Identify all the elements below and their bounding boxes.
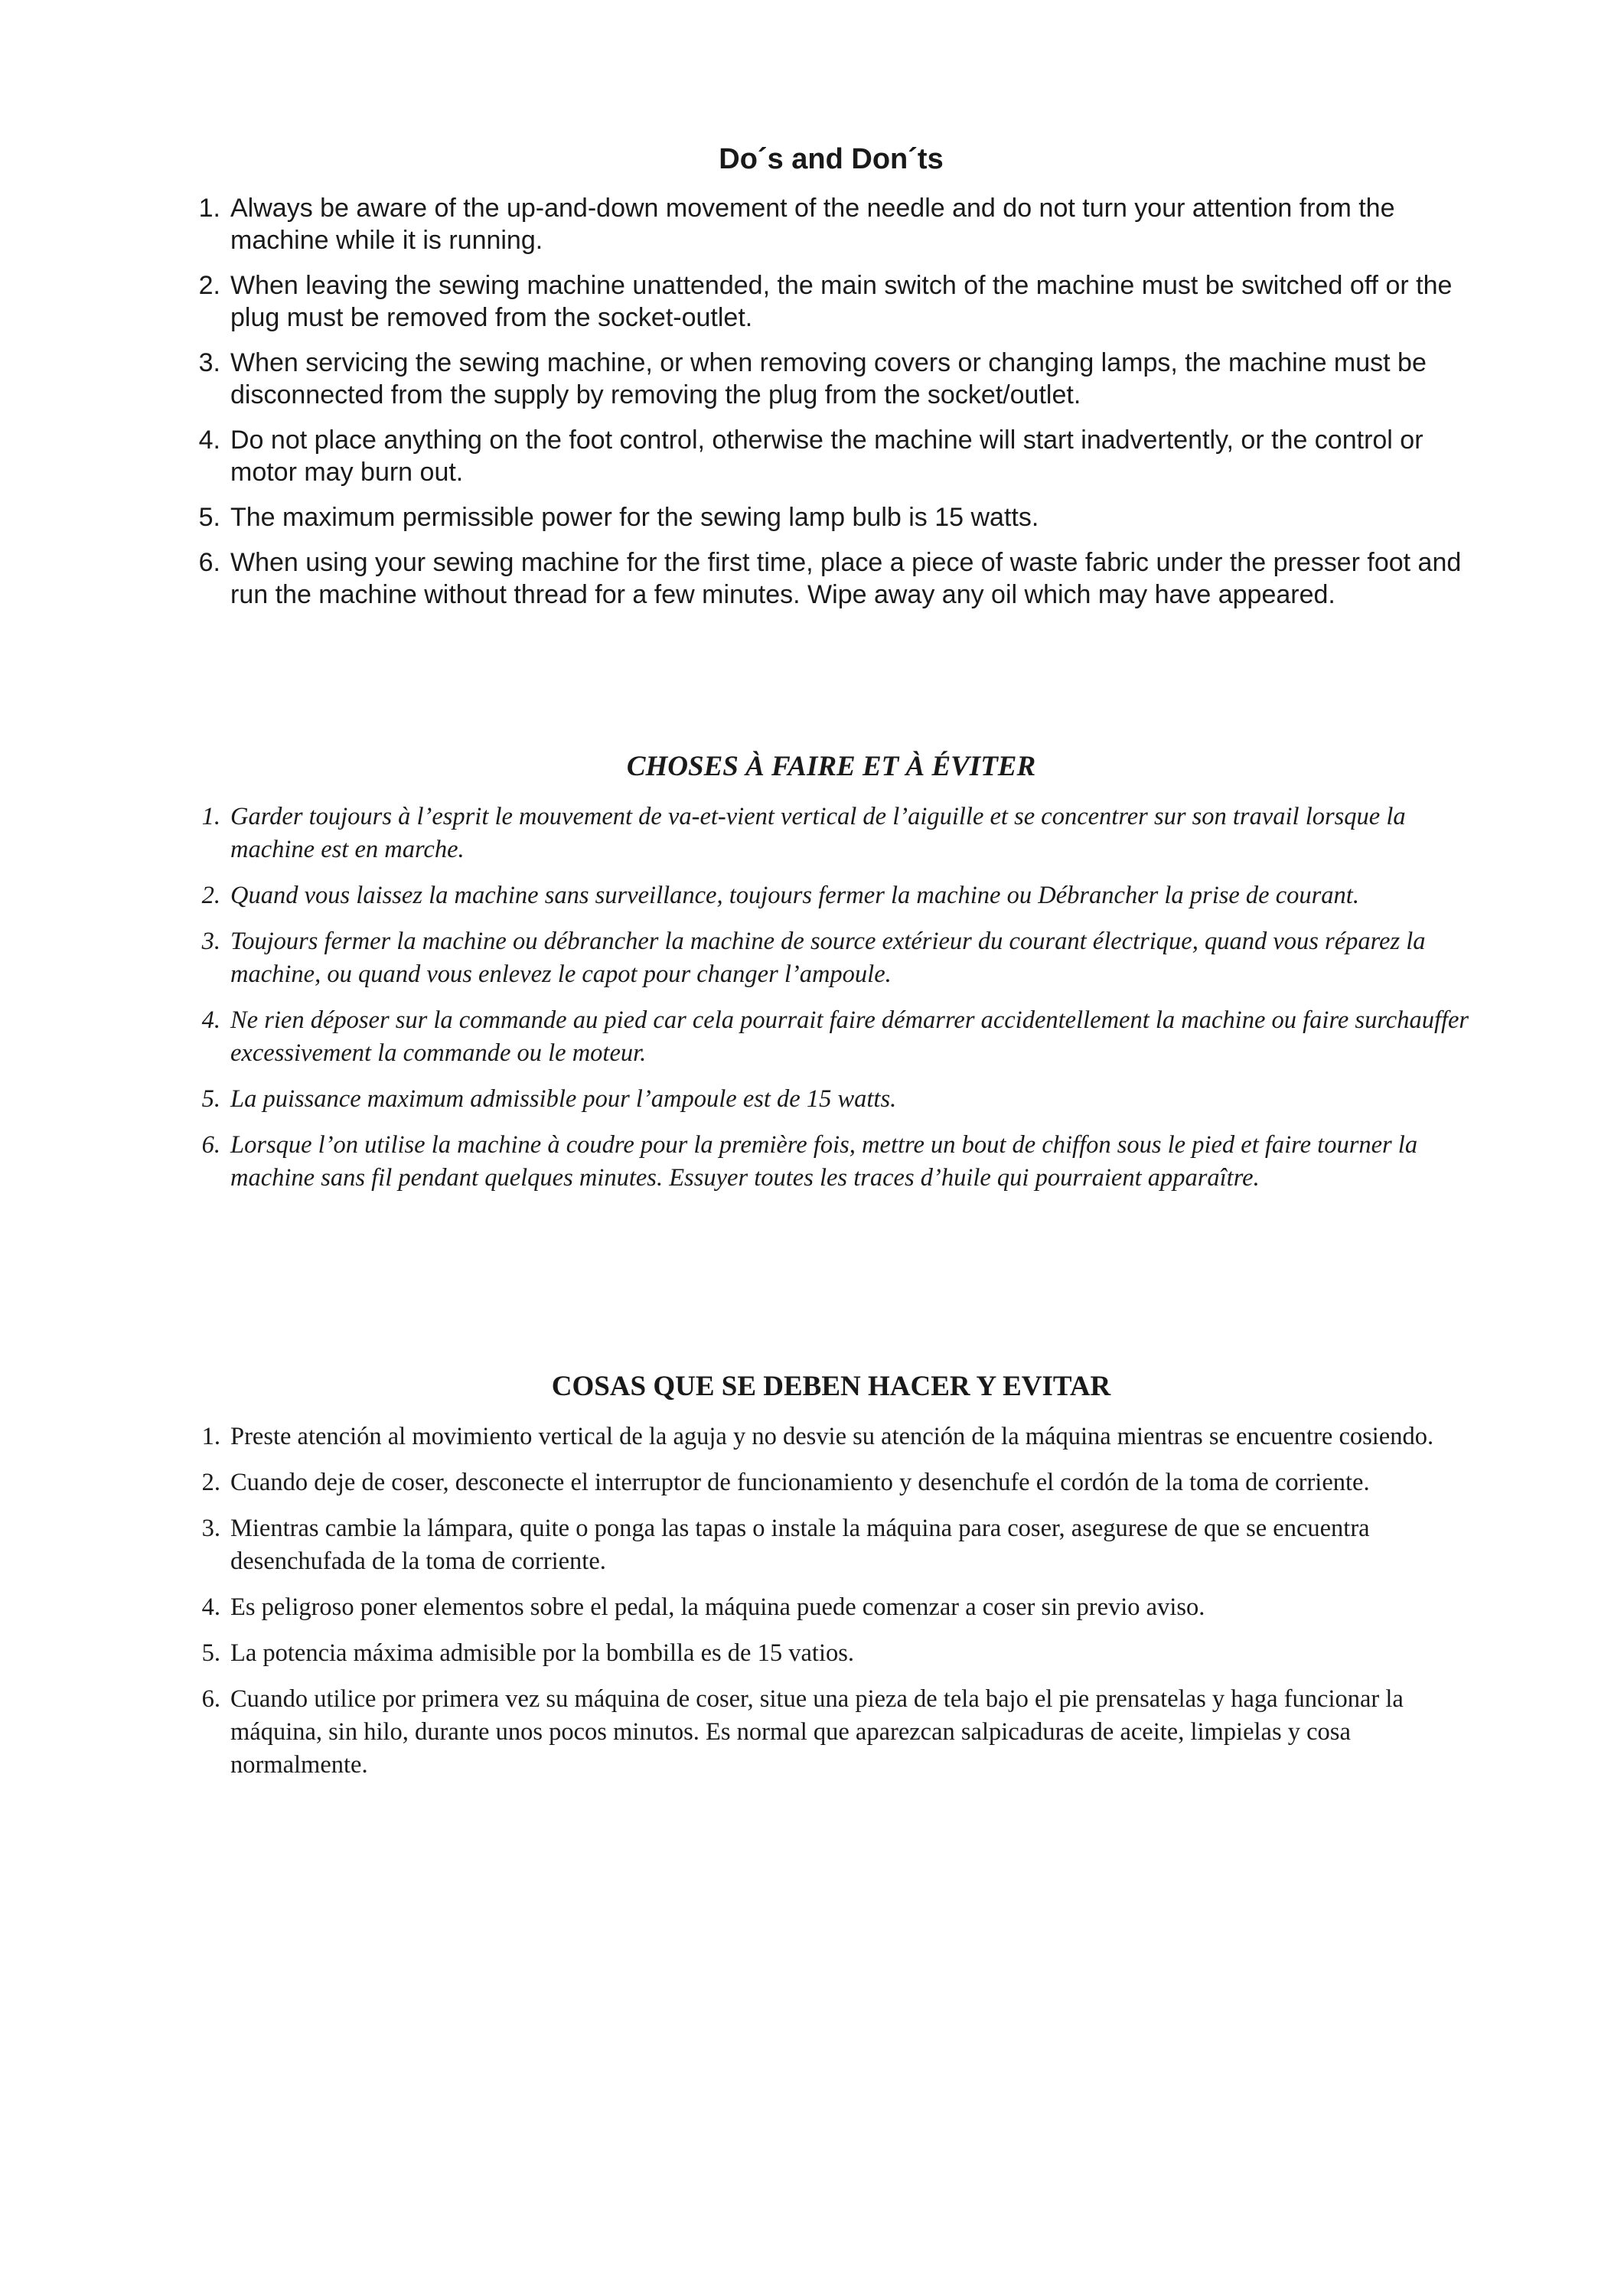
item-number: 5. bbox=[201, 1085, 220, 1113]
list-item bbox=[188, 1420, 1474, 1453]
list-item bbox=[188, 269, 1474, 334]
list-item bbox=[188, 1512, 1474, 1578]
french-list bbox=[188, 801, 1474, 1195]
item-text: La potencia máxima admisible por la bombilla es de 15 vatios. bbox=[230, 1639, 854, 1667]
list-item bbox=[188, 801, 1474, 866]
item-number: 1. bbox=[198, 194, 220, 223]
item-number: 4. bbox=[198, 426, 220, 455]
item-text: Do not place anything on the foot control, otherwise the machine will start inadvertently, or the control or motor may burn out. bbox=[230, 426, 1423, 487]
list-item bbox=[188, 347, 1474, 411]
item-number: 4. bbox=[201, 1593, 220, 1621]
item-text: When using your sewing machine for the first time, place a piece of waste fabric under the presser foot and run the machine without thread for a few minutes. Wipe away any oil which may have appeared. bbox=[230, 548, 1462, 609]
english-title: Do´s and Don´ts bbox=[719, 143, 944, 175]
item-number: 2. bbox=[198, 271, 220, 300]
list-item bbox=[188, 1591, 1474, 1624]
english-list bbox=[188, 192, 1474, 611]
list-item bbox=[188, 1004, 1474, 1070]
item-text: Mientras cambie la lámpara, quite o ponga las tapas o instale la máquina para coser, asegurese de que se encuentra desenchufada de la toma de corriente. bbox=[230, 1515, 1370, 1575]
list-item bbox=[188, 925, 1474, 991]
list-item bbox=[188, 1637, 1474, 1670]
item-number: 6. bbox=[201, 1131, 220, 1159]
spanish-section bbox=[188, 1370, 1474, 1795]
item-number: 1. bbox=[201, 1423, 220, 1450]
item-text: Ne rien déposer sur la commande au pied car cela pourrait faire démarrer accidentellement la machine ou faire surchauffer excessivement la commande ou le moteur. bbox=[230, 1006, 1469, 1067]
item-number: 6. bbox=[201, 1685, 220, 1713]
spanish-list bbox=[188, 1420, 1474, 1782]
list-item bbox=[188, 501, 1474, 533]
item-number: 5. bbox=[198, 503, 220, 532]
list-item bbox=[188, 1083, 1474, 1116]
item-text: Cuando utilice por primera vez su máquina de coser, situe una pieza de tela bajo el pie prensatelas y haga funcionar la máquina, sin hilo, durante unos pocos minutos. Es normal que aparezcan salpicaduras de aceite, limpielas y cosa normalmente. bbox=[230, 1685, 1404, 1779]
item-text: Quand vous laissez la machine sans surveillance, toujours fermer la machine ou Débrancher la prise de courant. bbox=[230, 882, 1359, 909]
item-text: Preste atención al movimiento vertical de la aguja y no desvie su atención de la máquina mientras se encuentre cosiendo. bbox=[230, 1423, 1434, 1450]
item-text: When leaving the sewing machine unattended, the main switch of the machine must be switched off or the plug must be removed from the socket-outlet. bbox=[230, 271, 1453, 332]
item-text: La puissance maximum admissible pour l’ampoule est de 15 watts. bbox=[230, 1085, 897, 1113]
item-text: Cuando deje de coser, desconecte el interruptor de funcionamiento y desenchufe el cordón de la toma de corriente. bbox=[230, 1469, 1370, 1496]
list-item bbox=[188, 1683, 1474, 1782]
item-text: Garder toujours à l’esprit le mouvement de va-et-vient vertical de l’aiguille et se concentrer sur son travail lorsque la machine est en marche. bbox=[230, 803, 1406, 863]
item-text: Lorsque l’on utilise la machine à coudre pour la première fois, mettre un bout de chiffon sous le pied et faire tourner la machine sans fil pendant quelques minutes. Essuyer toutes les traces d’huile qui pourraient apparaître. bbox=[230, 1131, 1418, 1192]
list-item bbox=[188, 1129, 1474, 1195]
list-item bbox=[188, 879, 1474, 912]
item-number: 4. bbox=[201, 1006, 220, 1034]
item-text: Es peligroso poner elementos sobre el pedal, la máquina puede comenzar a coser sin previo aviso. bbox=[230, 1593, 1205, 1621]
list-item bbox=[188, 1466, 1474, 1499]
list-item bbox=[188, 424, 1474, 488]
item-text: When servicing the sewing machine, or when removing covers or changing lamps, the machine must be disconnected from the supply by removing the plug from the socket/outlet. bbox=[230, 348, 1427, 409]
item-number: 6. bbox=[198, 548, 220, 577]
item-number: 3. bbox=[201, 928, 220, 955]
item-number: 5. bbox=[201, 1639, 220, 1667]
list-item bbox=[188, 192, 1474, 256]
item-text: Always be aware of the up-and-down movement of the needle and do not turn your attention from the machine while it is running. bbox=[230, 194, 1395, 255]
list-item bbox=[188, 546, 1474, 611]
french-title: CHOSES À FAIRE ET À ÉVITER bbox=[626, 751, 1036, 782]
item-number: 2. bbox=[201, 882, 220, 909]
item-text: The maximum permissible power for the sewing lamp bulb is 15 watts. bbox=[230, 503, 1039, 532]
item-number: 1. bbox=[201, 803, 220, 830]
item-number: 3. bbox=[201, 1515, 220, 1542]
french-section bbox=[188, 750, 1474, 1208]
item-number: 2. bbox=[201, 1469, 220, 1496]
spanish-title: COSAS QUE SE DEBEN HACER Y EVITAR bbox=[551, 1371, 1111, 1402]
item-text: Toujours fermer la machine ou débrancher la machine de source extérieur du courant électrique, quand vous réparez la machine, ou quand vous enlevez le capot pour changer l’ampoule. bbox=[230, 928, 1426, 988]
english-section bbox=[188, 143, 1474, 624]
item-number: 3. bbox=[198, 348, 220, 377]
